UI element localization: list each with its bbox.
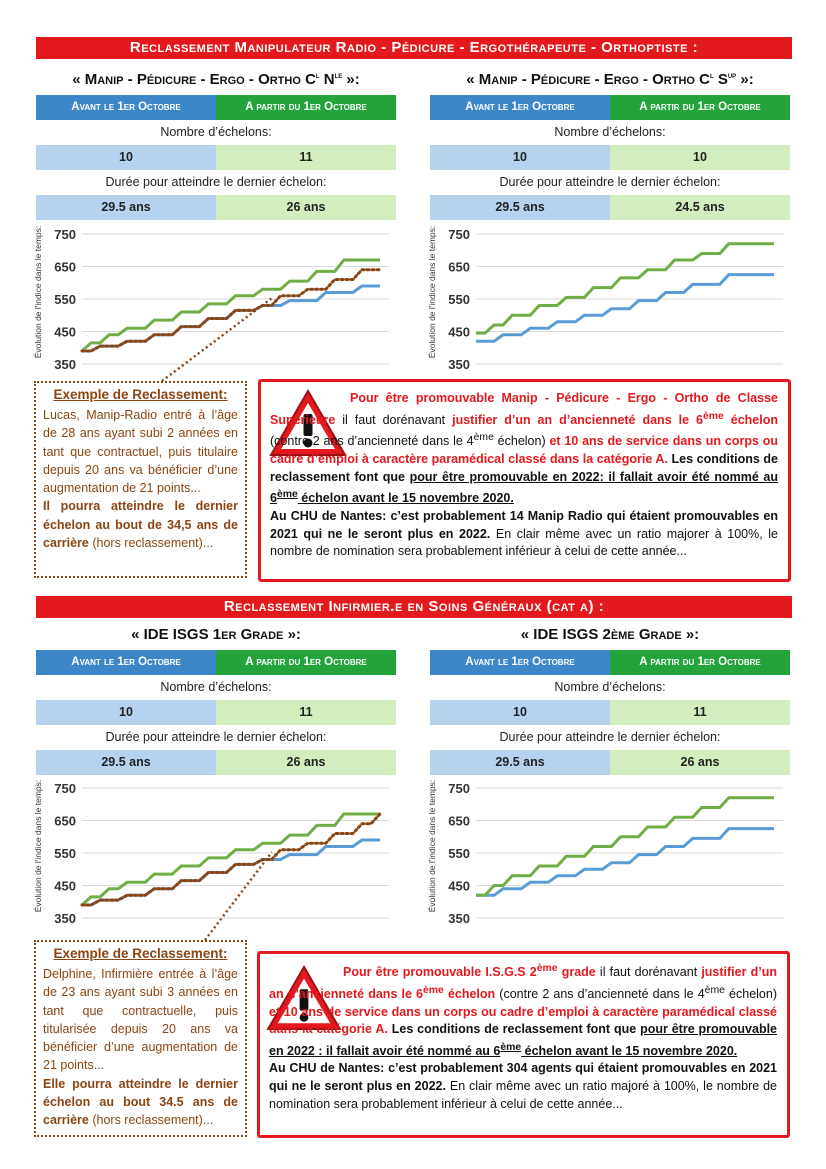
chart-svg	[436, 776, 791, 926]
duree-after: 26 ans	[610, 750, 790, 775]
warning-sup: ème	[276, 489, 298, 501]
warning-text: il faut dorénavant	[335, 412, 453, 427]
warning-text: Au CHU de Nantes: c’est probablement 304 agents qui étaient promouvables en 2021 qui ne le seront plus en 2022.	[269, 1061, 777, 1094]
duree-after: 24.5 ans	[610, 195, 790, 220]
table-manip-normale	[36, 95, 396, 220]
chart-isgs-1er-grade	[30, 776, 400, 926]
section-banner-manip: Reclassement Manipulateur Radio - Pédicure - Ergothérapeute - Orthoptiste :	[36, 37, 792, 59]
warning-text: échelon	[723, 412, 778, 427]
col-before-header: Avant le 1er Octobre	[430, 95, 610, 120]
col-before-header: Avant le 1er Octobre	[36, 650, 216, 675]
echelons-before: 10	[430, 145, 610, 170]
subtitle-sup: l	[315, 70, 320, 80]
echelons-after: 11	[610, 700, 790, 725]
col-after-header: A partir du 1er Octobre	[216, 650, 396, 675]
warning-box-isgs	[257, 951, 790, 1138]
duree-before: 29.5 ans	[430, 750, 610, 775]
subtitle-text: »:	[736, 71, 754, 88]
subtitle-text: « Manip - Pédicure - Ergo - Ortho C	[72, 71, 316, 88]
warning-text: il faut dorénavant	[595, 965, 702, 980]
example-title: Exemple de Reclassement:	[53, 387, 228, 402]
warning-text: et 10 ans de service dans un corps ou cadre d’emploi à caractère paramédical classé dans la catégorie A.	[270, 434, 778, 467]
y-tick-label: 650	[448, 259, 470, 275]
y-tick-label: 450	[54, 324, 76, 340]
series-line-after	[476, 798, 774, 896]
chart-svg	[42, 222, 397, 372]
subtitle-manip-normale	[36, 70, 396, 88]
y-tick-label: 550	[54, 846, 76, 861]
chart-ylabel: Évolution de l'indice dans le temps:	[33, 779, 43, 913]
subtitle-sup: le	[334, 70, 343, 80]
series-line-after	[476, 244, 774, 333]
warning-text: pour être promouvable en 2022 : il fallait avoir été nommé au 6	[269, 1022, 778, 1058]
chart-manip-superieure	[424, 222, 794, 372]
subtitle-sup: l	[709, 70, 714, 80]
example-strong: Il pourra atteindre le dernier échelon au bout de 34,5 ans de carrière	[43, 499, 238, 551]
warning-text: échelon	[443, 986, 496, 1001]
warning-sup: ème	[536, 963, 558, 974]
y-tick-label: 550	[448, 846, 470, 861]
series-line-after	[82, 814, 380, 905]
y-tick-label: 350	[54, 911, 76, 926]
warning-text: échelon)	[493, 434, 550, 449]
example-box-lucas	[34, 381, 247, 578]
chart-svg	[42, 776, 397, 926]
echelons-label: Nombre d’échelons:	[554, 125, 666, 139]
subtitle-text: N	[319, 71, 335, 88]
warning-text: et 10 ans de service dans un corps ou cadre d’emploi à caractère paramédical classé dans la catégorie A.	[269, 1004, 777, 1037]
y-tick-label: 750	[54, 227, 76, 242]
example-tail: (hors reclassement)...	[88, 536, 214, 551]
warning-text: (contre 2 ans d’ancienneté dans le 4	[270, 434, 474, 449]
y-tick-label: 750	[448, 227, 470, 242]
duree-label: Durée pour atteindre le dernier échelon:	[105, 175, 327, 189]
col-after-header: A partir du 1er Octobre	[610, 650, 790, 675]
y-tick-label: 750	[54, 781, 76, 796]
warning-text: justifier d’un an d’ancienneté dans le 6	[269, 965, 778, 1001]
y-tick-label: 550	[448, 292, 470, 307]
warning-text: Les conditions de reclassement font que	[387, 1022, 641, 1037]
subtitle-text: « Manip - Pédicure - Ergo - Ortho C	[466, 71, 710, 88]
duree-label: Durée pour atteindre le dernier échelon:	[105, 730, 327, 744]
echelons-label: Nombre d’échelons:	[160, 680, 272, 694]
subtitle-isgs-2eme-grade: « IDE ISGS 2ème Grade »:	[520, 626, 700, 643]
warning-sup: ème	[473, 432, 494, 444]
subtitle-text: S	[713, 71, 728, 88]
echelons-label: Nombre d’échelons:	[160, 125, 272, 139]
warning-text: Les conditions de reclassement font que	[270, 452, 778, 484]
example-strong: Elle pourra atteindre le dernier échelon au bout 34.5 ans de carrière	[43, 1076, 238, 1128]
y-tick-label: 650	[54, 259, 76, 275]
chart-ylabel: Évolution de l'indice dans le temps:	[427, 225, 437, 359]
example-text: Lucas, Manip-Radio entré à l’âge de 28 ans ayant subi 2 années en tant que contractuel, puis titulaire depuis 20 ans va bénéficier d’une augmentation de 21 points...	[43, 408, 238, 496]
duree-label: Durée pour atteindre le dernier échelon:	[499, 175, 721, 189]
warning-text: échelon)	[724, 986, 777, 1001]
warning-sup: ème	[500, 1041, 522, 1053]
warning-text: pour être promouvable en 2022: il fallait avoir été nommé au 6	[270, 469, 778, 506]
table-manip-superieure	[430, 95, 790, 220]
echelons-before: 10	[36, 700, 216, 725]
section-banner-infirmier: Reclassement Infirmier.e en Soins Généraux (cat a) :	[36, 596, 792, 618]
chart-ylabel: Évolution de l'indice dans le temps:	[427, 779, 437, 913]
echelons-after: 11	[216, 700, 396, 725]
y-tick-label: 350	[448, 911, 470, 926]
warning-text: échelon avant le 15 novembre 2020.	[297, 491, 514, 506]
example-tail: (hors reclassement)...	[88, 1113, 214, 1128]
warning-box-manip	[258, 379, 791, 582]
col-after-header: A partir du 1er Octobre	[216, 95, 396, 120]
duree-before: 29.5 ans	[36, 750, 216, 775]
y-tick-label: 350	[448, 357, 470, 372]
warning-text: Au CHU de Nantes: c’est probablement 14 Manip Radio qui étaient promouvables en 2021 qui ne le seront plus en 2022.	[270, 509, 778, 541]
duree-after: 26 ans	[216, 750, 396, 775]
y-tick-label: 650	[448, 813, 470, 829]
col-after-header: A partir du 1er Octobre	[610, 95, 790, 120]
table-isgs-2eme-grade	[430, 650, 790, 775]
y-tick-label: 650	[54, 813, 76, 829]
table-isgs-1er-grade	[36, 650, 396, 775]
example-text: Delphine, Infirmière entrée à l’âge de 23 ans ayant subi 3 années en tant que contractuelle, puis titularisée depuis 20 ans va bénéficier d’une augmentation de 21 points...	[43, 967, 238, 1073]
duree-before: 29.5 ans	[430, 195, 610, 220]
y-tick-label: 350	[54, 357, 76, 372]
warning-text: (contre 2 ans d’ancienneté dans le 4	[495, 986, 705, 1001]
duree-before: 29.5 ans	[36, 195, 216, 220]
series-line-example	[82, 814, 380, 905]
example-box-delphine	[34, 940, 247, 1137]
chart-manip-normale	[30, 222, 400, 372]
y-tick-label: 450	[448, 878, 470, 894]
chart-svg	[436, 222, 791, 372]
warning-sup: ème	[423, 984, 444, 996]
duree-label: Durée pour atteindre le dernier échelon:	[499, 730, 721, 744]
y-tick-label: 550	[54, 292, 76, 307]
warning-text: grade	[557, 965, 596, 980]
warning-text: justifier d’un an d’ancienneté dans le 6	[452, 412, 703, 427]
subtitle-sup: up	[727, 70, 737, 80]
subtitle-manip-superieure	[430, 70, 790, 88]
echelons-after: 10	[610, 145, 790, 170]
chart-isgs-2eme-grade	[424, 776, 794, 926]
echelons-after: 11	[216, 145, 396, 170]
warning-text: Pour être promouvable Manip - Pédicure - Ergo - Ortho de Classe Supérieure	[270, 391, 778, 427]
y-tick-label: 450	[54, 878, 76, 894]
warning-text: En clair même avec un ratio majoré à 100%, le nombre de nomination sera probablement inférieur à celui de cette année...	[269, 1079, 777, 1111]
echelons-label: Nombre d’échelons:	[554, 680, 666, 694]
col-before-header: Avant le 1er Octobre	[36, 95, 216, 120]
y-tick-label: 750	[448, 781, 470, 796]
warning-sup: ème	[702, 410, 724, 422]
warning-text: Pour être promouvable I.S.G.S 2	[343, 965, 537, 980]
echelons-before: 10	[430, 700, 610, 725]
subtitle-text: »:	[342, 71, 360, 88]
warning-text: En clair même avec un ratio majorer à 100%, le nombre de nomination sera probablement inférieur à celui de cette année...	[270, 526, 779, 559]
warning-text: échelon avant le 15 novembre 2020.	[521, 1043, 738, 1058]
chart-ylabel: Évolution de l'indice dans le temps:	[33, 225, 43, 359]
subtitle-isgs-1er-grade: « IDE ISGS 1er Grade »:	[131, 626, 301, 643]
duree-after: 26 ans	[216, 195, 396, 220]
example-title: Exemple de Reclassement:	[53, 946, 228, 961]
series-line-after	[82, 260, 380, 351]
echelons-before: 10	[36, 145, 216, 170]
warning-sup: ème	[704, 984, 725, 996]
series-line-example	[82, 270, 380, 351]
y-tick-label: 450	[448, 324, 470, 340]
col-before-header: Avant le 1er Octobre	[430, 650, 610, 675]
